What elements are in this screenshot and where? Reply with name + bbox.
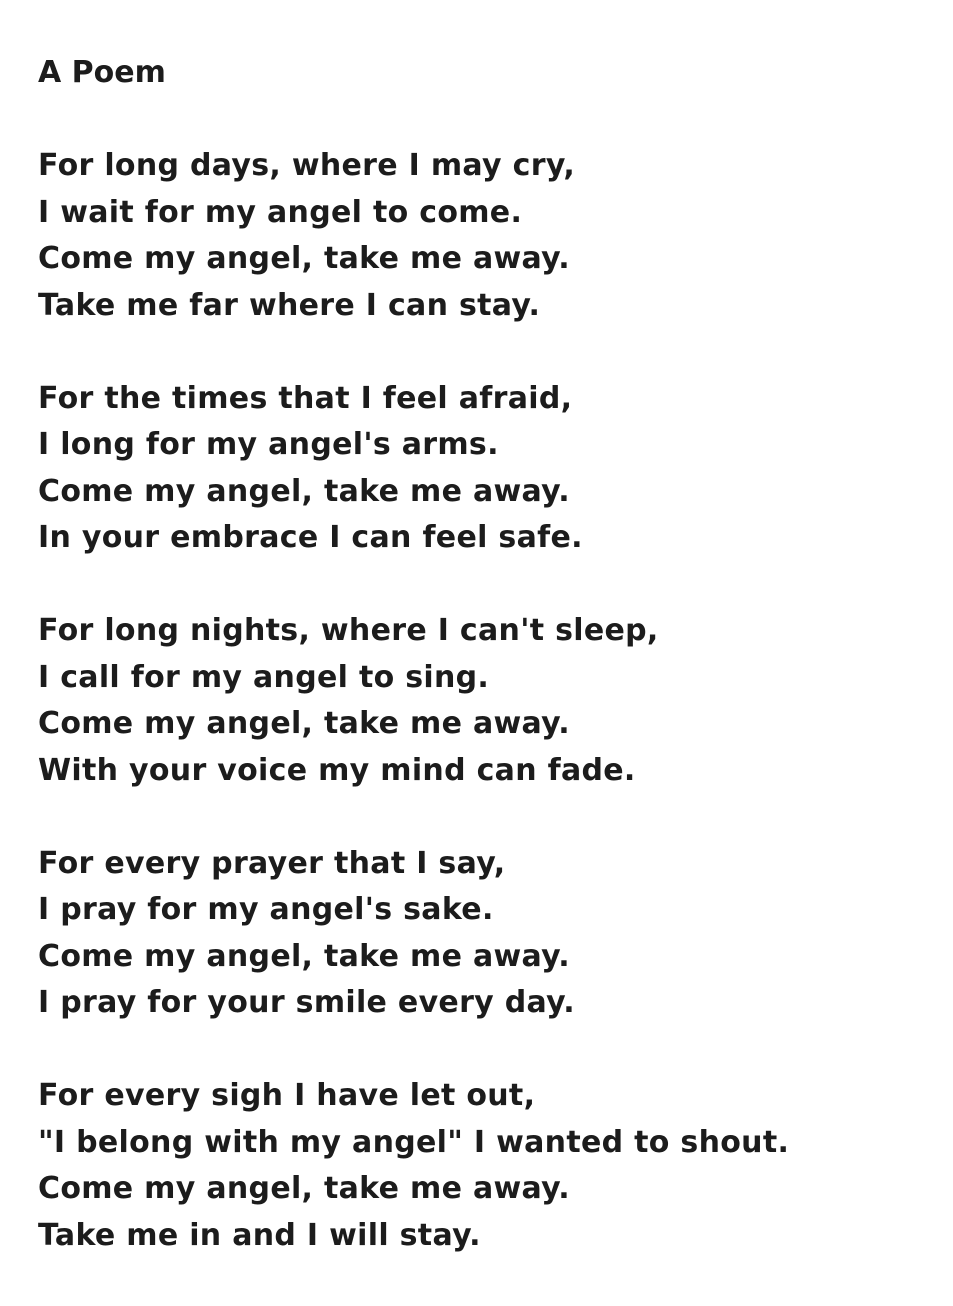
stanza-1 [38, 143, 933, 329]
poem-line: "I belong with my angel" I wanted to shout. [38, 1124, 790, 1160]
stanza-2 [38, 376, 933, 562]
poem-line: Come my angel, take me away. [38, 241, 570, 276]
poem-line: Take me in and I will stay. [38, 1217, 481, 1253]
poem-line: For the times that I feel afraid, [38, 380, 573, 416]
stanza-3 [38, 608, 933, 794]
stanza-4 [38, 841, 933, 1027]
poem-line: Take me far where I can stay. [38, 287, 541, 323]
poem-line: For every sigh I have let out, [38, 1078, 536, 1113]
poem-line: Come my angel, take me away. [38, 1171, 570, 1206]
poem-line: I call for my angel to sing. [38, 659, 490, 695]
poem-line: I wait for my angel to come. [38, 194, 523, 230]
poem-line: For long nights, where I can't sleep, [38, 613, 659, 648]
stanza-5 [38, 1073, 933, 1259]
poem-line: For long days, where I may cry, [38, 148, 576, 183]
poem-line: I pray for your smile every day. [38, 985, 575, 1020]
poem-line: Come my angel, take me away. [38, 938, 570, 974]
poem-line: I long for my angel's arms. [38, 427, 499, 462]
poem-line: For every prayer that I say, [38, 845, 506, 881]
poem-document [38, 50, 933, 1306]
poem-line: With your voice my mind can fade. [38, 752, 636, 788]
poem-line: Come my angel, take me away. [38, 473, 570, 509]
poem-line: Come my angel, take me away. [38, 706, 570, 741]
poem-line: In your embrace I can feel safe. [38, 520, 583, 555]
poem-line: I pray for my angel's sake. [38, 892, 494, 927]
poem-title: A Poem [38, 55, 166, 90]
